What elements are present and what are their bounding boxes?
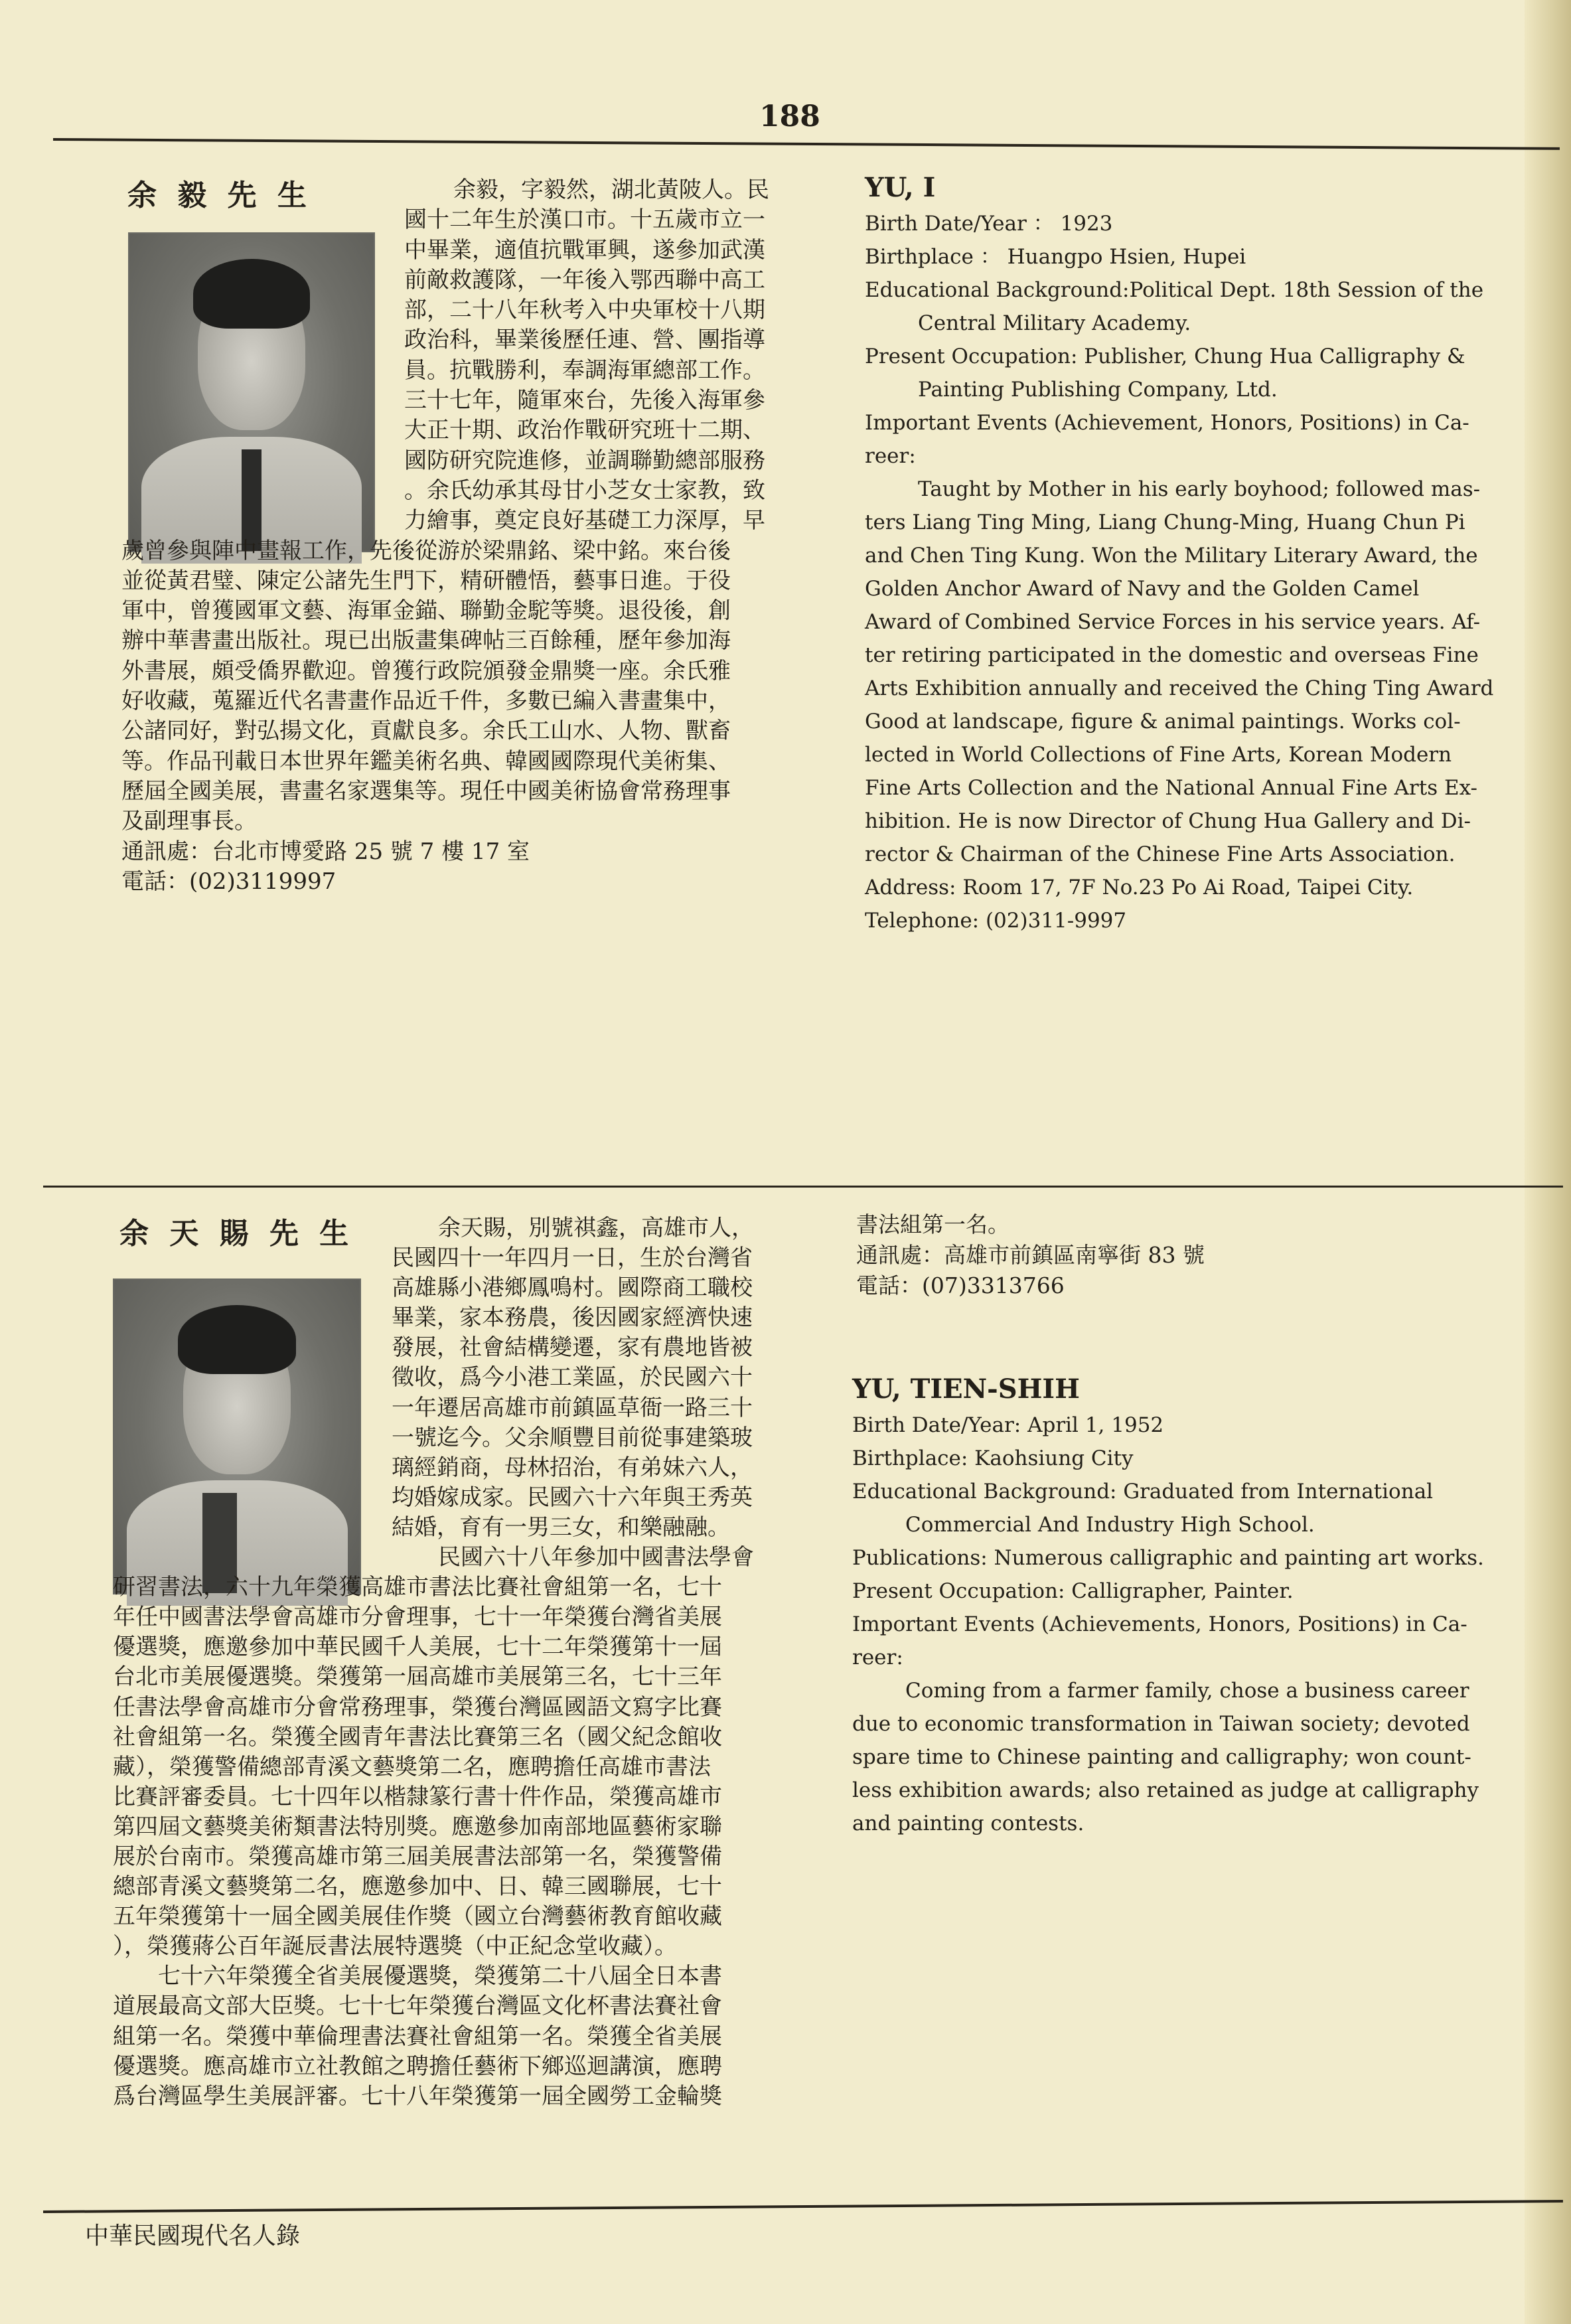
- career-line: rector & Chairman of the Chinese Fine Arts Association.: [865, 842, 1456, 866]
- occupation: Present Occupation: Calligrapher, Painter.: [852, 1579, 1294, 1603]
- footer-rule: [43, 2200, 1563, 2213]
- bio-line: 民國六十八年參加中國書法學會: [438, 1544, 754, 1571]
- bio-line: 均婚嫁成家。民國六十六年與王秀英: [392, 1484, 753, 1511]
- career-line: ters Liang Ting Ming, Liang Chung-Ming, Huang Chun Pi: [865, 510, 1465, 534]
- career-line: Arts Exhibition annually and received the Ching Ting Award: [865, 676, 1494, 700]
- contact-address-cn: 通訊處：高雄市前鎮區南寧街 83 號: [856, 1242, 1205, 1268]
- entry-contact-cn: [856, 1209, 1205, 1301]
- page-edge: [1525, 0, 1571, 2324]
- header-rule: [53, 138, 1560, 150]
- bio-line: 歲曾參與陣中畫報工作，先後從游於梁鼎銘、梁中銘。來台後: [121, 537, 731, 564]
- bio-line: 大正十期、政治作戰研究班十二期、: [404, 417, 765, 444]
- entry-name-en: YU, I: [865, 172, 936, 203]
- entry-details-en: [852, 1373, 1484, 1840]
- bio-line: 優選獎。應高雄市立社教館之聘擔任藝術下鄉巡迴講演，應聘: [113, 2053, 722, 2080]
- bio-line: 並從黃君璧、陳定公諸先生門下，精研體悟，藝事日進。于役: [121, 567, 731, 594]
- bio-line: 五年榮獲第十一屆全國美展佳作獎（國立台灣藝術教育館收藏: [113, 1903, 722, 1930]
- birth-date: Birth Date/Year ： 1923: [865, 212, 1113, 236]
- career-line: Coming from a farmer family, chose a business career: [905, 1679, 1469, 1703]
- birthplace: Birthplace ： Huangpo Hsien, Hupei: [865, 245, 1246, 269]
- bio-line: 道展最高文部大臣獎。七十七年榮獲台灣區文化杯書法賽社會: [113, 1993, 722, 2020]
- page-number: 188: [759, 100, 820, 133]
- bio-line: 等。作品刊載日本世界年鑑美術名典、韓國國際現代美術集、: [121, 747, 731, 775]
- bio-line: 璃經銷商，母林招治，有弟妹六人，: [392, 1454, 753, 1481]
- telephone-en: Telephone: (02)311-9997: [865, 909, 1127, 933]
- bio-line: ），榮獲蔣公百年誕辰書法展特選獎（中正紀念堂收藏）。: [113, 1933, 677, 1960]
- section-divider: [43, 1186, 1563, 1188]
- birth-date: Birth Date/Year: April 1, 1952: [852, 1413, 1164, 1437]
- bio-line: 組第一名。榮獲中華倫理書法賽社會組第一名。榮獲全省美展: [113, 2023, 722, 2050]
- bio-line: 。余氏幼承其母甘小芝女士家教，致: [404, 477, 765, 504]
- bio-line: 民國四十一年四月一日，生於台灣省: [392, 1245, 753, 1272]
- education: Educational Background:Political Dept. 18th Session of the: [865, 278, 1484, 302]
- events-heading: Important Events (Achievements, Honors, Positions) in Ca-: [852, 1612, 1467, 1636]
- education-cont: Central Military Academy.: [918, 311, 1191, 335]
- education-cont: Commercial And Industry High School.: [905, 1513, 1315, 1537]
- bio-line: 第四屆文藝獎美術類書法特別獎。應邀參加南部地區藝術家聯: [113, 1813, 722, 1840]
- bio-line: 書法組第一名。: [856, 1211, 1010, 1237]
- bio-line: 結婚，育有一男三女，和樂融融。: [392, 1513, 730, 1541]
- bio-line: 公諸同好，對弘揚文化，貢獻良多。余氏工山水、人物、獸畜: [121, 718, 731, 745]
- events-heading: Important Events (Achievement, Honors, Positions) in Ca-: [865, 411, 1469, 435]
- bio-line: 國十二年生於漢口市。十五歲市立一: [404, 206, 765, 234]
- career-line: and Chen Ting Kung. Won the Military Literary Award, the: [865, 544, 1478, 568]
- bio-line: 力繪事，奠定良好基礎工力深厚，早: [404, 507, 765, 534]
- bio-line: 軍中，曾獲國軍文藝、海軍金錨、聯勤金駝等獎。退役後，創: [121, 597, 731, 625]
- career-line: lected in World Collections of Fine Arts, Korean Modern: [865, 743, 1452, 767]
- bio-line: 好收藏，蒐羅近代名書畫作品近千件，多數已編入書畫集中，: [121, 688, 731, 715]
- bio-line: 中畢業，適值抗戰軍興，遂參加武漢: [404, 236, 765, 264]
- career-line: due to economic transformation in Taiwan society; devoted: [852, 1712, 1470, 1736]
- contact-phone-cn: 電話：(07)3313766: [856, 1273, 1065, 1298]
- bio-line: 員。抗戰勝利，奉調海軍總部工作。: [404, 356, 765, 384]
- career-line: less exhibition awards; also retained as judge at calligraphy: [852, 1778, 1479, 1802]
- bio-line: 政治科，畢業後歷任連、營、團指導: [404, 327, 765, 354]
- bio-line: 前敵救護隊，一年後入鄂西聯中高工: [404, 266, 765, 293]
- bio-line: 藏），榮獲警備總部青溪文藝獎第二名，應聘擔任高雄市書法: [113, 1753, 711, 1780]
- bio-line: 年任中國書法學會高雄市分會理事，七十一年榮獲台灣省美展: [113, 1604, 722, 1631]
- bio-line: 發展，社會結構變遷，家有農地皆被: [392, 1334, 753, 1361]
- entry-details-en: [865, 171, 1493, 937]
- bio-line: 展於台南市。榮獲高雄市第三屆美展書法部第一名，榮獲警備: [113, 1843, 722, 1870]
- career-line: spare time to Chinese painting and calligraphy; won count-: [852, 1745, 1471, 1769]
- career-line: ter retiring participated in the domestic and overseas Fine: [865, 643, 1479, 667]
- bio-line: 高雄縣小港鄉鳳鳴村。國際商工職校: [392, 1275, 753, 1302]
- entry-name-cn: 余 天 賜 先 生: [119, 1217, 354, 1251]
- bio-line: 一年遷居高雄市前鎮區草衙一路三十: [392, 1394, 753, 1421]
- career-line: Fine Arts Collection and the National Annual Fine Arts Ex-: [865, 776, 1478, 800]
- bio-line: 三十七年，隨軍來台，先後入海軍參: [404, 387, 765, 414]
- career-line: Award of Combined Service Forces in his service years. Af-: [865, 610, 1481, 634]
- career-line: Taught by Mother in his early boyhood; followed mas-: [918, 477, 1481, 501]
- bio-line: 台北市美展優選獎。榮獲第一屆高雄市美展第三名，七十三年: [113, 1664, 722, 1691]
- bio-line: 徵收，爲今小港工業區，於民國六十: [392, 1364, 753, 1391]
- occupation: Present Occupation: Publisher, Chung Hua Calligraphy &: [865, 345, 1465, 368]
- education: Educational Background: Graduated from International: [852, 1480, 1434, 1504]
- bio-line: 研習書法，六十九年榮獲高雄市書法比賽社會組第一名，七十: [113, 1574, 722, 1601]
- bio-line: 及副理事長。: [121, 808, 257, 835]
- bio-line: 總部青溪文藝獎第二名，應邀參加中、日、韓三國聯展，七十: [113, 1873, 722, 1900]
- bio-line: 一號迄今。父余順豐目前從事建築玻: [392, 1424, 753, 1451]
- bio-line: 國防研究院進修，並調聯勤總部服務: [404, 447, 765, 474]
- bio-line: 任書法學會高雄市分會常務理事，榮獲台灣區國語文寫字比賽: [113, 1693, 722, 1721]
- entry-name-en: YU, TIEN-SHIH: [852, 1373, 1080, 1405]
- publications: Publications: Numerous calligraphic and painting art works.: [852, 1546, 1484, 1570]
- career-line: hibition. He is now Director of Chung Hua Gallery and Di-: [865, 809, 1471, 833]
- entry-bio-cn: [121, 175, 769, 897]
- contact-address-cn: 通訊處：台北市博愛路 25 號 7 樓 17 室: [121, 838, 530, 865]
- bio-line: 歷屆全國美展，書畫名家選集等。現任中國美術協會常務理事: [121, 777, 731, 805]
- address-en: Address: Room 17, 7F No.23 Po Ai Road, Taipei City.: [865, 876, 1414, 899]
- career-line: Good at landscape, figure & animal paintings. Works col-: [865, 710, 1461, 734]
- bio-line: 社會組第一名。榮獲全國青年書法比賽第三名（國父紀念館收: [113, 1723, 722, 1750]
- book-title-footer: 中華民國現代名人錄: [85, 2222, 301, 2250]
- bio-line: 辦中華書畫出版社。現已出版畫集碑帖三百餘種，歷年參加海: [121, 627, 731, 655]
- birthplace: Birthplace: Kaohsiung City: [852, 1446, 1134, 1470]
- occupation-cont: Painting Publishing Company, Ltd.: [918, 378, 1278, 402]
- bio-line: 爲台灣區學生美展評審。七十八年榮獲第一屆全國勞工金輪獎: [113, 2082, 722, 2110]
- bio-line: 比賽評審委員。七十四年以楷隸篆行書十件作品，榮獲高雄市: [113, 1783, 722, 1810]
- career-line: and painting contests.: [852, 1812, 1085, 1835]
- entry-bio-cn: [113, 1213, 754, 2112]
- bio-line: 七十六年榮獲全省美展優選獎，榮獲第二十八屆全日本書: [158, 1963, 722, 1990]
- contact-phone-cn: 電話：(02)3119997: [121, 868, 337, 895]
- bio-line: 外書展，頗受僑界歡迎。曾獲行政院頒發金鼎獎一座。余氏雅: [121, 657, 731, 684]
- career-line: Golden Anchor Award of Navy and the Golden Camel: [865, 577, 1420, 601]
- bio-line: 余毅，字毅然，湖北黃陂人。民: [453, 177, 769, 203]
- entry-name-cn: 余 毅 先 生: [127, 179, 312, 212]
- events-heading-cont: reer:: [852, 1646, 903, 1669]
- bio-line: 部，二十八年秋考入中央軍校十八期: [404, 297, 765, 324]
- bio-line: 優選獎，應邀參加中華民國千人美展，七十二年榮獲第十一屆: [113, 1634, 722, 1661]
- events-heading-cont: reer:: [865, 444, 916, 468]
- bio-line: 余天賜，別號祺鑫，高雄市人，: [438, 1215, 754, 1241]
- bio-line: 畢業，家本務農，後因國家經濟快速: [392, 1304, 753, 1332]
